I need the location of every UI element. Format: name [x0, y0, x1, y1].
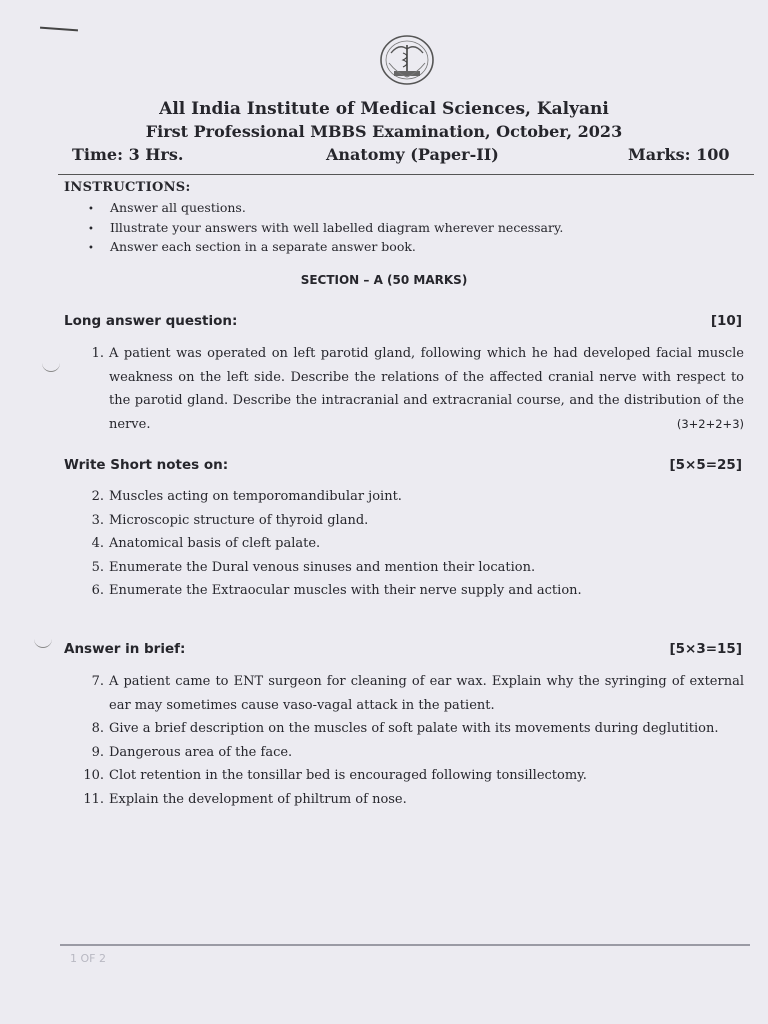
question-text: A patient came to ENT surgeon for cleaning of ear wax. Explain why the syringing of external ear may sometimes cause vaso-vagal attack in the patient. — [109, 674, 744, 713]
instructions-title: INSTRUCTIONS: — [64, 180, 191, 195]
question-item — [72, 509, 744, 533]
group-heading-short-notes — [64, 457, 742, 473]
question-item — [72, 788, 744, 812]
question-text: Clot retention in the tonsillar bed is encouraged following tonsillectomy. — [109, 768, 587, 783]
question-text: Enumerate the Extraocular muscles with their nerve supply and action. — [109, 583, 582, 598]
question-text: Enumerate the Dural venous sinuses and mention their location. — [109, 559, 536, 575]
question-number: 3. — [91, 512, 104, 528]
header-divider — [58, 174, 754, 175]
exam-subject: Anatomy (Paper-II) — [326, 145, 499, 164]
instruction-item: • Answer all questions. — [88, 199, 563, 219]
question-number: 1. — [91, 346, 104, 361]
question-number: 9. — [91, 744, 104, 760]
question-item — [72, 556, 744, 580]
question-text: Muscles acting on temporomandibular joint. — [109, 489, 402, 504]
group-marks: [5×3=15] — [669, 641, 742, 657]
section-title: SECTION – A (50 MARKS) — [300, 273, 468, 287]
instruction-item: • Answer each section in a separate answer book. — [88, 238, 563, 258]
question-number: 7. — [91, 674, 104, 689]
punch-hole-mark — [42, 362, 60, 372]
question-number: 4. — [91, 536, 104, 551]
institute-logo-icon — [377, 33, 437, 87]
question-number: 5. — [91, 559, 104, 575]
scan-mark — [40, 27, 78, 32]
question-text: Dangerous area of the face. — [109, 744, 293, 760]
group-marks: [10] — [710, 313, 742, 329]
question-text: Microscopic structure of thyroid gland. — [109, 512, 369, 528]
question-number: 6. — [91, 583, 104, 598]
question-text: A patient was operated on left parotid gland, following which he had developed facial muscle weakness on the left side. Describe the relations of the affected cranial nerve with respect to the parotid gland. Describe the intracranial and extracranial course, and the distribution of the nerve. — [109, 346, 744, 432]
brief-answer-list — [72, 670, 744, 811]
question-text: Give a brief description on the muscles of soft palate with its movements during deglutition. — [109, 721, 719, 736]
group-marks: [5×5=25] — [669, 457, 742, 473]
question-item — [72, 670, 744, 717]
question-item — [72, 485, 744, 509]
footer-divider — [60, 944, 750, 946]
group-title: Long answer question: — [64, 313, 238, 329]
group-heading-brief — [64, 641, 742, 657]
short-notes-list — [72, 485, 744, 603]
marks-split: (3+2+2+3) — [676, 416, 744, 431]
punch-hole-mark — [34, 638, 52, 648]
question-number: 2. — [91, 489, 104, 504]
exam-total-marks: Marks: 100 — [628, 145, 730, 164]
question-text: Anatomical basis of cleft palate. — [109, 536, 321, 551]
question-item — [72, 717, 744, 741]
page-number: 1 OF 2 — [70, 952, 106, 965]
group-title: Write Short notes on: — [64, 457, 229, 473]
question-number: 11. — [83, 791, 104, 807]
group-heading-long-answer — [64, 313, 742, 329]
instructions-list — [88, 199, 563, 258]
question-item — [72, 579, 744, 603]
question-item — [72, 741, 744, 765]
instruction-item: • Illustrate your answers with well labelled diagram wherever necessary. — [88, 219, 563, 239]
institute-name: All India Institute of Medical Sciences, Kalyani — [159, 99, 609, 119]
exam-duration: Time: 3 Hrs. — [72, 145, 184, 164]
question-number: 8. — [91, 721, 104, 736]
exam-title: First Professional MBBS Examination, October, 2023 — [145, 122, 623, 141]
question-item — [72, 342, 744, 436]
question-text: Explain the development of philtrum of nose. — [109, 791, 407, 807]
question-item — [72, 764, 744, 788]
long-question-list — [72, 342, 744, 436]
group-title: Answer in brief: — [64, 641, 186, 657]
question-item — [72, 532, 744, 556]
question-number: 10. — [83, 768, 104, 783]
